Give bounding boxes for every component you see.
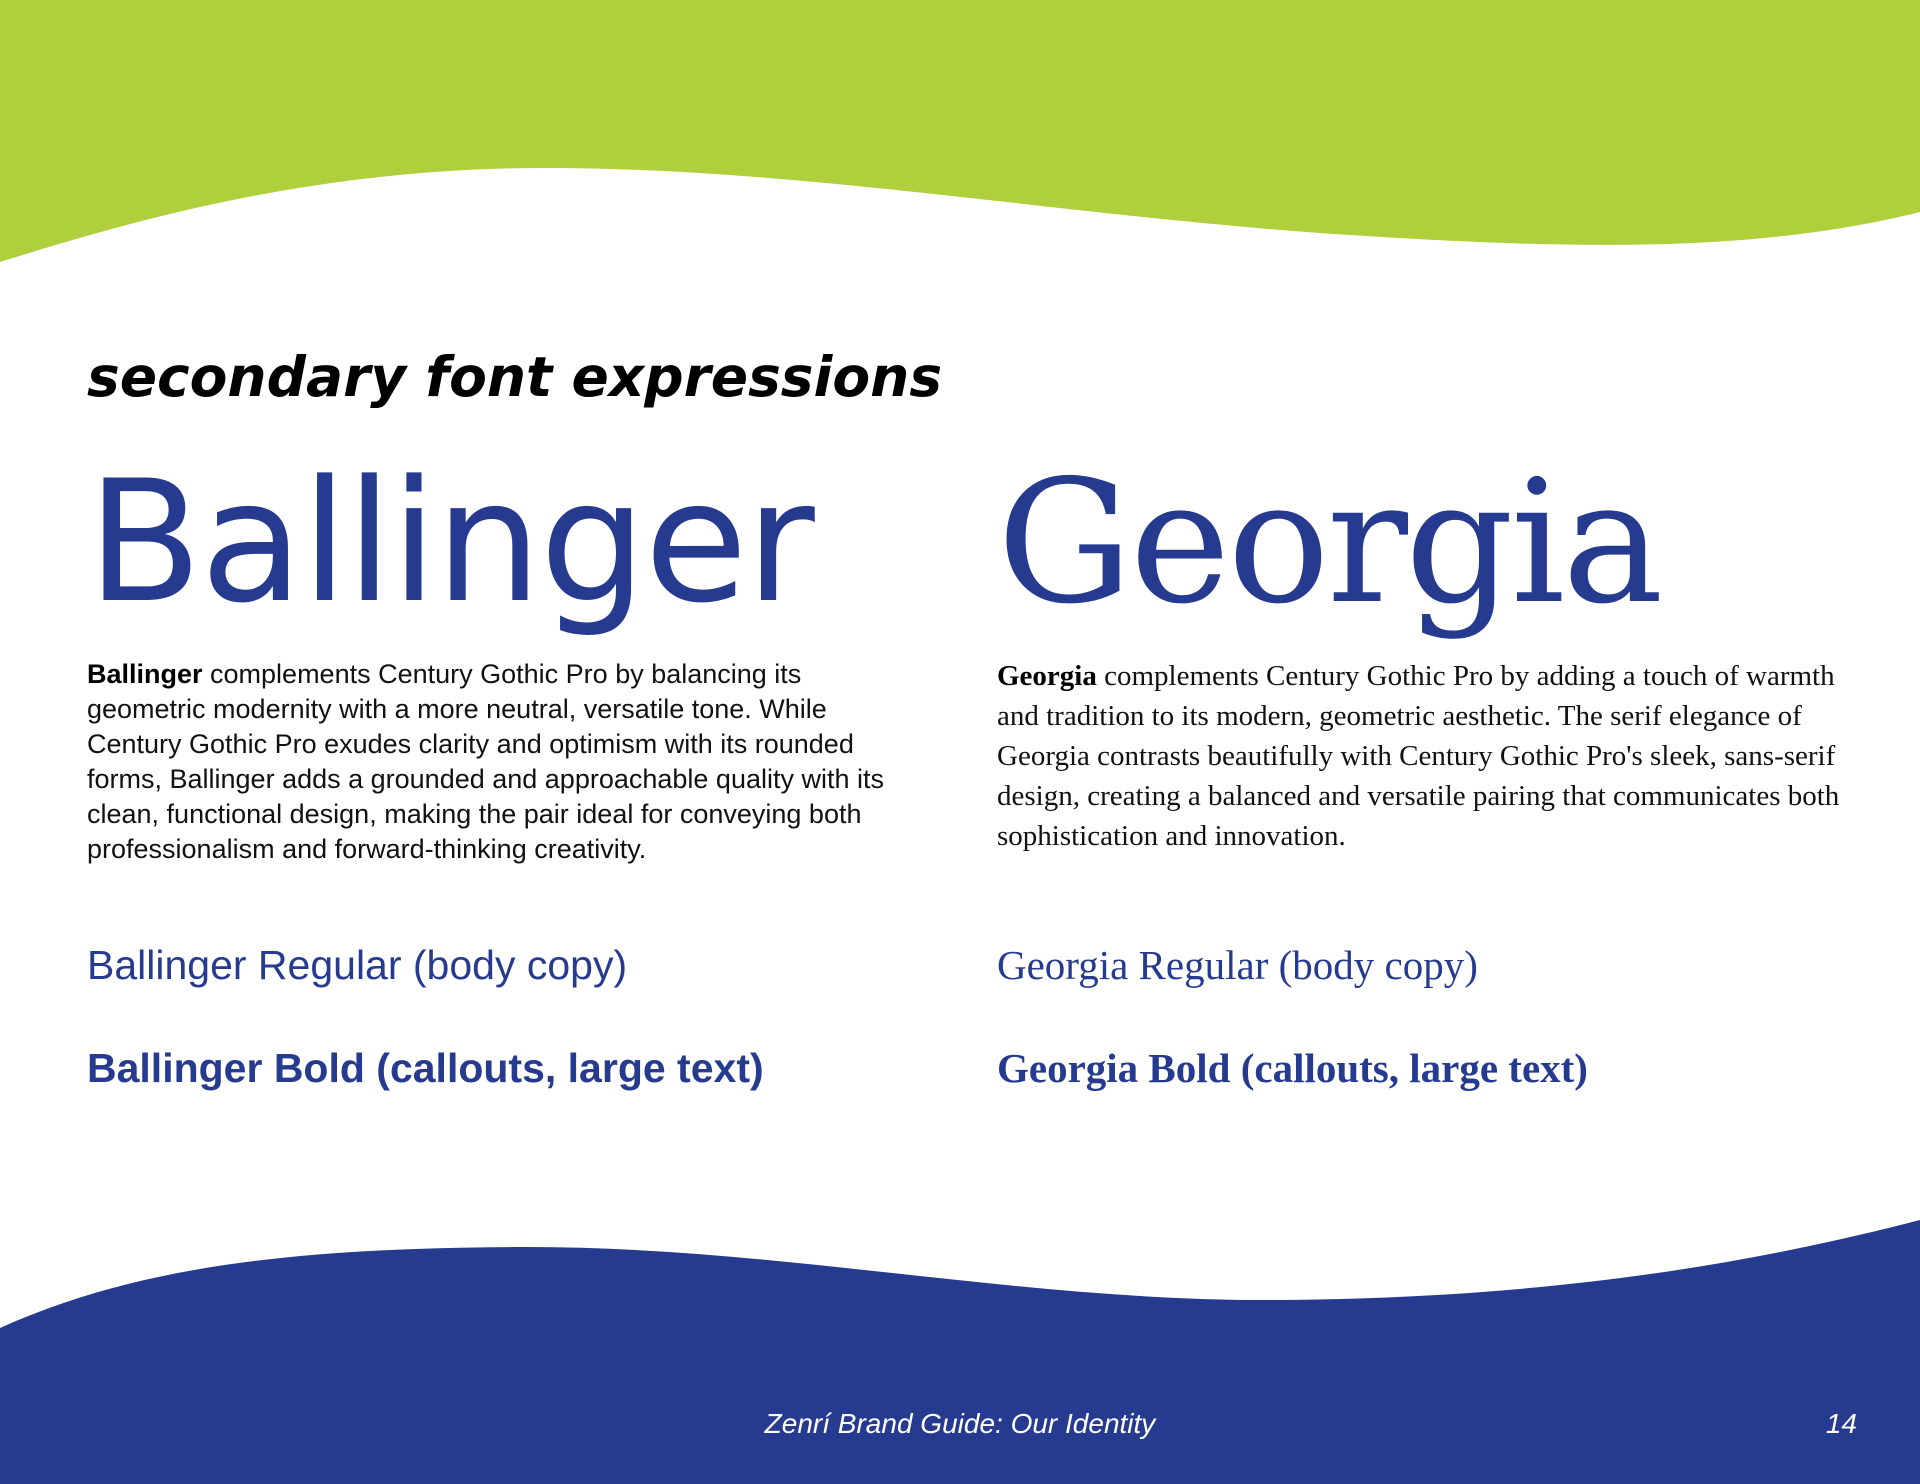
ballinger-description [87,657,887,867]
ballinger-display-name: Ballinger [87,444,813,640]
georgia-regular-sample: Georgia Regular (body copy) [997,942,1478,988]
ballinger-description-text: complements Century Gothic Pro by balancing its geometric modernity with a more neutral, versatile tone. While Century Gothic Pro exudes clarity and optimism with its rounded forms, Ballinger adds a grounded and approachable quality with its clean, functional design, making the pair ideal for conveying both professionalism and forward-thinking creativity. [87,659,884,864]
ballinger-bold-sample: Ballinger Bold (callouts, large text) [87,1045,764,1091]
footer-title: Zenrí Brand Guide: Our Identity [764,1408,1156,1439]
section-heading: secondary font expressions [87,345,943,409]
georgia-description-text: complements Century Gothic Pro by adding a touch of warmth and tradition to its modern, geometric aesthetic. The serif elegance of Georgia contrasts beautifully with Century Gothic Pro's sleek, sans-serif design, creating a balanced and versatile pairing that communicates both sophistication and innovation. [997,660,1840,852]
ballinger-description-bold: Ballinger [87,659,203,689]
georgia-description [997,656,1847,856]
georgia-column [997,430,1847,1091]
top-green-wave [0,0,1920,270]
ballinger-column [87,430,887,1091]
georgia-display-name: Georgia [997,444,1661,642]
georgia-bold-sample: Georgia Bold (callouts, large text) [997,1045,1588,1091]
ballinger-regular-sample: Ballinger Regular (body copy) [87,942,628,988]
bottom-blue-wave [0,1220,1920,1484]
georgia-description-bold: Georgia [997,660,1097,692]
page-number: 14 [1825,1408,1857,1439]
